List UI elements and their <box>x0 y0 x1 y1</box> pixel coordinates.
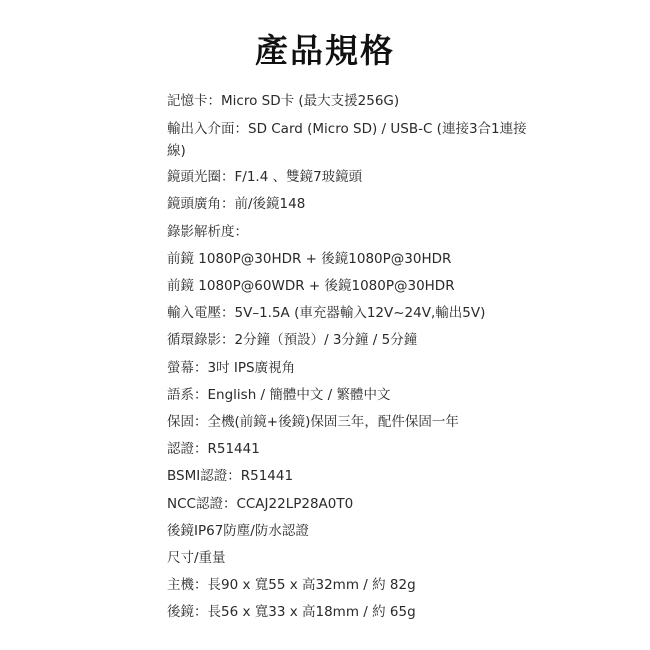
spec-size-weight-heading: 尺寸/重量 <box>167 550 226 567</box>
spec-memory-card: 記憶卡：Micro SD卡 (最大支援256G) <box>167 93 400 109</box>
spec-io-interface: 輸出入介面：SD Card (Micro SD) / USB-C (連接3合1連接線) <box>167 121 527 160</box>
spec-warranty: 保固：全機(前鏡+後鏡)保固三年，配件保固一年 <box>167 414 459 431</box>
spec-screen: 螢幕：3吋 IPS廣視角 <box>167 359 296 376</box>
spec-ip67-rating: 後鏡IP67防塵/防水認證 <box>167 522 309 539</box>
spec-rear-camera-size: 後鏡：長56 x 寬33 x 高18mm / 約 65g <box>167 604 416 621</box>
spec-ncc-certification: NCC認證：CCAJ22LP28A0T0 <box>167 495 354 512</box>
spec-language: 語系：English / 簡體中文 / 繁體中文 <box>167 386 391 403</box>
spec-resolution-heading: 錄影解析度： <box>167 223 248 240</box>
spec-certification: 認證：R51441 <box>167 441 260 458</box>
spec-resolution-mode-2: 前鏡 1080P@60WDR + 後鏡1080P@30HDR <box>167 278 455 295</box>
page-title: 產品規格 <box>255 31 395 70</box>
spec-aperture: 鏡頭光圈：F/1.4 、雙鏡7玻鏡頭 <box>167 169 363 186</box>
spec-resolution-mode-1: 前鏡 1080P@30HDR + 後鏡1080P@30HDR <box>167 250 452 267</box>
spec-bsmi-certification: BSMI認證：R51441 <box>167 468 294 485</box>
spec-input-voltage: 輸入電壓：5V–1.5A (車充器輸入12V~24V,輸出5V) <box>167 305 486 322</box>
spec-wide-angle: 鏡頭廣角：前/後鏡148 <box>167 196 306 213</box>
spec-main-unit-size: 主機：長90 x 寬55 x 高32mm / 約 82g <box>167 577 416 594</box>
spec-loop-recording: 循環錄影：2分鐘（預設）/ 3分鐘 / 5分鐘 <box>167 332 418 349</box>
spec-list <box>167 88 537 627</box>
